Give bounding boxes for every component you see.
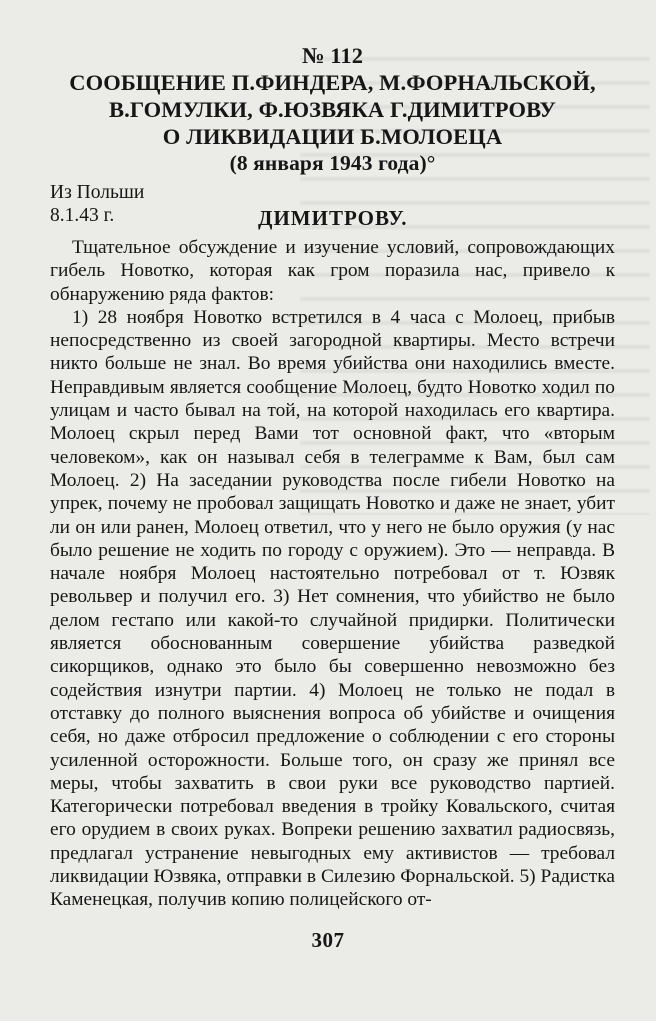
document-date: (8 января 1943 года)°: [229, 151, 436, 175]
document-header: [50, 42, 615, 177]
document-number: № 112: [301, 43, 364, 68]
addressee: ДИМИТРОВУ.: [258, 206, 408, 230]
page-content: [50, 42, 615, 912]
telegram-origin: Из Польши: [50, 182, 145, 203]
document-body: [50, 236, 615, 912]
document-title-line-2: В.ГОМУЛКИ, Ф.ЮЗВЯКА Г.ДИМИТРОВУ: [108, 97, 557, 122]
document-title-line-1: СООБЩЕНИЕ П.ФИНДЕРА, М.ФОРНАЛЬСКОЙ,: [69, 70, 596, 95]
telegram-date: 8.1.43 г.: [50, 205, 115, 226]
body-paragraph-intro: Тщательное обсуждение и изучение условий, сопровождающих гибель Новотко, которая как гром поразила нас, привело к обнаружению ряда фактов:: [50, 237, 615, 305]
body-paragraph-facts: 1) 28 ноября Новотко встретился в 4 часа с Молоец, прибыв непосредственно из своей загородной квартиры. Место встречи никто больше не знал. Во время убийства они находились вместе. Неправдивым является сообщение Молоец, будто Новотко ходил по улицам и часто бывал на той, на которой находилась его квартира. Молоец скрыл перед Вами тот основной факт, что «вторым человеком», как он называл себя в телеграмме к Вам, был сам Молоец. 2) На заседании руководства после гибели Новотко на упрек, почему не пробовал защищать Новотко и даже не знает, убит ли он или ранен, Молоец ответил, что у него не было оружия (у нас было решение не ходить по городу с оружием). Это — неправда. В начале ноября Молоец настоятельно потребовал от т. Юзвяк револьвер и получил его. 3) Нет сомнения, что убийство не было делом гестапо или какой-то случайной придирки. Политически является обоснованным совершение убийства разведкой сикорщиков, однако это было бы совершенно невозможно без содействия изнутри партии. 4) Молоец не только не подал в отставку до полного выяснения вопроса об убийстве и очищения себя, но даже отбросил предложение о соблюдении с его стороны усиленной осторожности. Больше того, он сразу же принял все меры, чтобы захватить в свои руки все руководство партией. Категорически потребовал введения в тройку Ковальского, считая его орудием в своих руках. Вопреки решению захватил радиосвязь, предлагал устранение невыгодных ему активистов — требовал ликвидации Юзвяка, отправки в Силезию Форнальской. 5) Радистка Каменецкая, получив копию полицейского от-: [50, 306, 615, 911]
page-number: 307: [311, 928, 345, 952]
document-title-line-3: О ЛИКВИДАЦИИ Б.МОЛОЕЦА: [162, 124, 503, 149]
